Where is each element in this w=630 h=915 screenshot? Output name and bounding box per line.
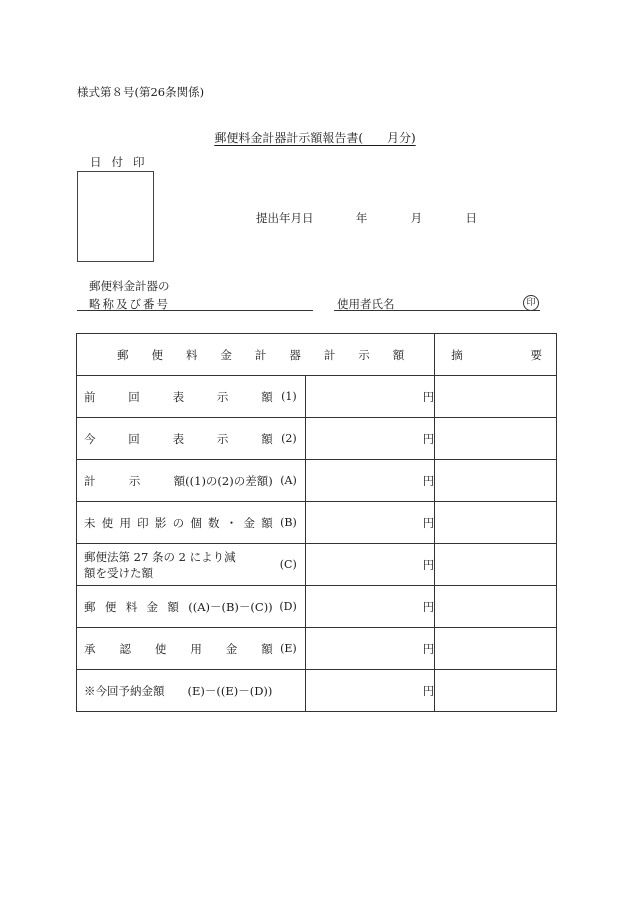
amount-cell[interactable] <box>305 376 435 418</box>
row-label-text: 額((1)の(2)の差額) <box>173 473 273 488</box>
header-meter-amount <box>77 334 435 376</box>
meter-report-table <box>76 333 557 712</box>
document-title <box>0 129 630 146</box>
yen-unit: 円 <box>422 641 435 656</box>
row-label-text: 示 <box>216 431 229 446</box>
table-row <box>77 376 557 418</box>
yen-unit: 円 <box>422 389 435 404</box>
row-label-text: ・ <box>225 515 238 530</box>
row-label-text: 用 <box>119 515 131 530</box>
header-char: 示 <box>358 347 370 362</box>
header-char: 郵 <box>117 347 129 362</box>
row-code: (C) <box>279 558 297 571</box>
table-row <box>77 460 557 502</box>
amount-cell[interactable] <box>305 544 435 586</box>
row-code: (B) <box>280 516 297 529</box>
row-label-text: 回 <box>128 431 140 446</box>
row-label-text: 印 <box>137 515 149 530</box>
seal-mark: 印 <box>523 295 539 311</box>
row-label-text: 回 <box>128 389 140 404</box>
row-label-text: 示 <box>216 389 229 404</box>
table-row <box>77 502 557 544</box>
header-char: 計 <box>323 347 336 362</box>
row-label-cell <box>77 586 306 628</box>
meter-id-field-line <box>77 310 313 311</box>
row-label-text: 額 <box>261 431 273 446</box>
yen-unit: 円 <box>422 473 435 488</box>
user-name-label: 使用者氏名 <box>337 297 395 311</box>
row-label-cell <box>77 460 306 502</box>
submission-date-label: 提出年月日 <box>256 211 314 225</box>
amount-cell[interactable] <box>305 502 435 544</box>
meter-label-line1: 郵便料金計器の <box>89 279 170 293</box>
row-label-text: 影 <box>154 515 167 530</box>
submission-month: 月 <box>410 211 423 225</box>
table-header-row <box>77 334 557 376</box>
remarks-cell[interactable] <box>435 628 557 670</box>
amount-cell[interactable] <box>305 460 435 502</box>
row-label-text: 額 <box>261 515 273 530</box>
header-char: 額 <box>392 347 405 362</box>
submission-year: 年 <box>355 211 368 225</box>
row-label-text: 表 <box>172 431 185 446</box>
row-code: (1) <box>281 390 297 403</box>
row-label-text: 料 <box>125 599 138 614</box>
row-label-text: 郵 <box>84 599 96 614</box>
remarks-cell[interactable] <box>435 376 557 418</box>
header-char: 金 <box>220 347 232 362</box>
row-label-text: ((A)－(B)－(C)) <box>188 599 273 614</box>
header-char: 器 <box>289 347 301 362</box>
row-label-text: 数 <box>208 515 220 530</box>
row-label-cell <box>77 502 306 544</box>
yen-unit: 円 <box>422 431 435 446</box>
row-code: (2) <box>281 432 297 445</box>
row-label-text: 表 <box>172 389 185 404</box>
row-label-text: 額 <box>261 389 273 404</box>
row-label-cell <box>77 628 306 670</box>
yen-unit: 円 <box>422 683 435 698</box>
submission-day: 日 <box>465 211 477 225</box>
row-label-text: 便 <box>104 599 117 614</box>
user-name-field-line <box>334 310 540 311</box>
row-label-text: 金 <box>225 641 238 656</box>
remarks-cell[interactable] <box>435 670 557 712</box>
amount-cell[interactable] <box>305 586 435 628</box>
row-label-text: 額を受けた額 <box>84 565 153 580</box>
row-label-text: 前 <box>84 389 96 404</box>
document-title-text: 郵便料金計器計示額報告書( 月分) <box>214 131 416 145</box>
amount-cell[interactable] <box>305 670 435 712</box>
row-label-text: 承 <box>84 641 96 656</box>
row-code: (D) <box>279 600 297 613</box>
amount-cell[interactable] <box>305 418 435 460</box>
remarks-cell[interactable] <box>435 502 557 544</box>
row-label-text: 金 <box>243 515 255 530</box>
table-row <box>77 544 557 586</box>
row-label-cell <box>77 418 306 460</box>
table-row <box>77 628 557 670</box>
row-label-text: ※今回予納金額 (E)－((E)－(D)) <box>84 683 273 698</box>
row-label-text: 未 <box>84 515 96 530</box>
date-stamp-box <box>77 171 154 262</box>
row-label-cell <box>77 544 306 586</box>
row-label-text: 用 <box>190 641 202 656</box>
row-label-text: 金 <box>146 599 159 614</box>
row-label-text: の <box>172 515 185 530</box>
form-number: 様式第８号(第26条関係) <box>77 85 205 99</box>
row-label-text: 示 <box>128 473 141 488</box>
header-char: 摘 <box>451 347 463 362</box>
date-stamp-label: 日付印 <box>90 155 155 169</box>
yen-unit: 円 <box>422 557 435 572</box>
row-label-cell <box>77 670 306 712</box>
header-char: 料 <box>185 347 198 362</box>
row-code: (A) <box>280 474 297 487</box>
table-row <box>77 418 557 460</box>
remarks-cell[interactable] <box>435 586 557 628</box>
header-char: 便 <box>151 347 163 362</box>
row-label-text: 使 <box>154 641 167 656</box>
remarks-cell[interactable] <box>435 544 557 586</box>
table-row <box>77 586 557 628</box>
yen-unit: 円 <box>422 599 435 614</box>
row-code: (E) <box>280 642 297 655</box>
meter-label-line2: 略称及び番号 <box>89 297 170 311</box>
row-label-cell <box>77 376 306 418</box>
row-label-text: 個 <box>190 515 202 530</box>
submission-date-row <box>256 210 477 226</box>
row-label-text: 額 <box>261 641 273 656</box>
remarks-cell[interactable] <box>435 418 557 460</box>
row-label-text: 使 <box>101 515 114 530</box>
table-row <box>77 670 557 712</box>
row-label-text: 認 <box>119 641 131 656</box>
yen-unit: 円 <box>422 515 435 530</box>
row-label-text: 郵便法第 27 条の 2 により減 <box>84 549 236 564</box>
header-char: 要 <box>530 347 542 362</box>
row-label-text: 額 <box>167 599 179 614</box>
remarks-cell[interactable] <box>435 460 557 502</box>
header-remarks <box>435 334 557 376</box>
amount-cell[interactable] <box>305 628 435 670</box>
row-label-text: 計 <box>84 473 96 488</box>
header-char: 計 <box>254 347 267 362</box>
row-label-text: 今 <box>84 431 96 446</box>
